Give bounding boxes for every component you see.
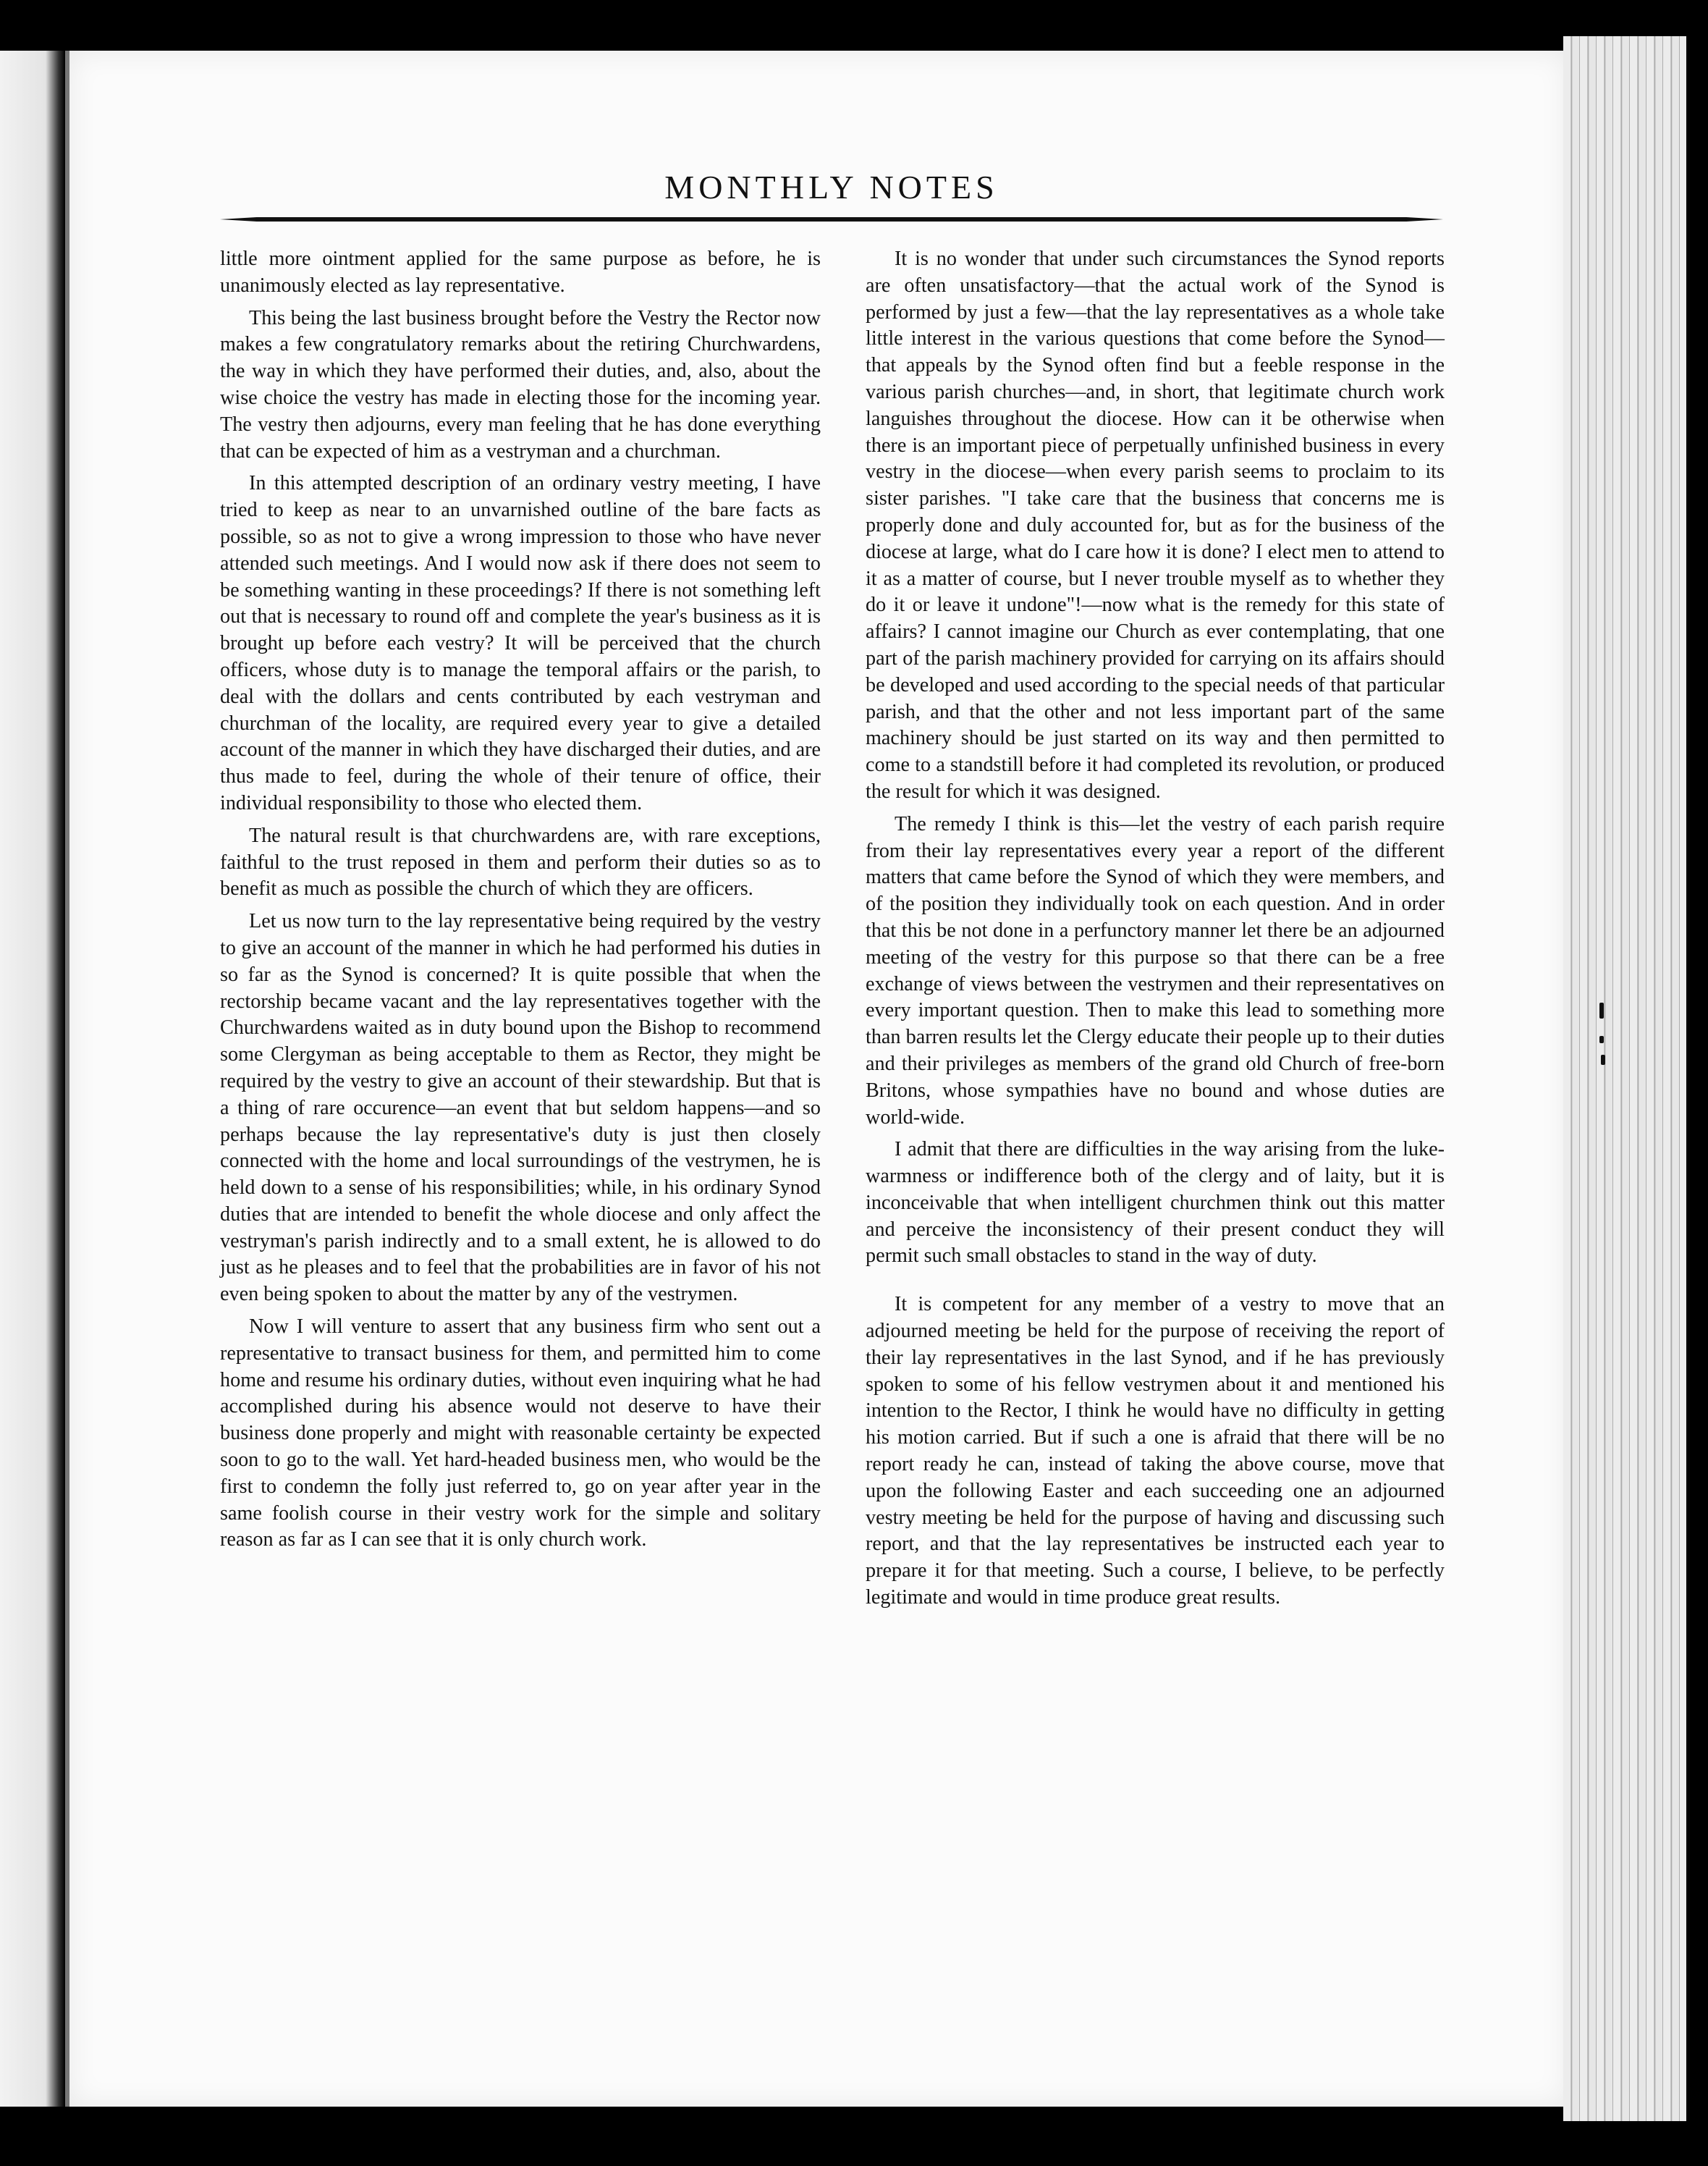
paragraph: This being the last business brought before the Vestry the Rector now makes a few congratulatory remarks about the retiring Churchwardens, the way in which they have performed their duties, and, also, about the wise choice the vestry has made in electing those for the incoming year. The vestry then adjourns, every man feeling that he has done everything that can be expected of him as a vestryman and a churchman. [220, 306, 821, 463]
paragraph: The natural result is that churchwardens are, with rare exceptions, faithful to the trust reposed in them and perform their duties so as to benefit as much as possible the church of which they are officers. [220, 824, 821, 901]
running-header [220, 168, 1443, 206]
facing-page-edge [0, 51, 65, 2107]
margin-mark [1599, 1036, 1604, 1043]
paragraph: It is no wonder that under such circumstances the Synod reports are often unsatisfactory—that the actual work of the Synod is performed by just a few—that the lay representatives as a whole take little interest in the various questions that come before the Synod—that appeals by the Synod often find but a feeble response in the various parish churches—and, in short, that legitimate church work languishes throughout the diocese. How can it be otherwise when there is an important piece of perpetually unfinished business in every vestry in the diocese—when every parish seems to proclaim to its sister parishes. "I take care that the business that concerns me is properly done and duly accounted for, but as for the business of the diocese at large, what do I care how it is done? I elect men to attend to it as a matter of course, but I never trouble myself as to whether they do it or leave it undone"!—now what is the remedy for this state of affairs? I cannot imagine our Church as ever contemplating, that one part of the parish machinery provided for carrying on its affairs should be developed and used according to the special needs of that particular parish, and that the other and not less important part of the same machinery should be just started on its way and then permitted to come to a standstill before it had completed its revolution, or produced the result for which it was designed. [866, 248, 1445, 803]
paragraph: Now I will venture to assert that any business firm who sent out a representative to transact business for them, and permitted him to come home and resume his ordinary duties, without even inquiring what he had accomplished during his absence would not deserve to have their business done properly and might with reasonable certainty be expected soon to go to the wall. Yet hard-headed business men, who would be the first to condemn the folly just referred to, go on year after year in the same foolish course in their vestry work for the simple and solitary reason as far as I can see that it is only church work. [220, 1315, 821, 1551]
paragraph: It is competent for any member of a vestry to move that an adjourned meeting be held for the purpose of receiving the report of their lay representatives in the last Synod, and if he has previously spoken to some of his fellow vestrymen about it and mentioned his intention to the Rector, I think he would have no difficulty in getting his motion carried. But if such a one is afraid that there will be no report ready he can, instead of taking the above course, move that upon the following Easter and each succeeding one an adjourned vestry meeting be held for the purpose of having and discussing such report, and that the lay representatives be instructed each year to prepare it for that meeting. Such a course, I believe, to be perfectly legitimate and would in time produce great results. [866, 1293, 1445, 1609]
page-title: MONTHLY NOTES [664, 169, 999, 206]
paragraph: I admit that there are difficulties in the way arising from the luke-warmness or indifference both of the clergy and of laity, but it is inconceivable that when intelligent churchmen think out this matter and perceive the inconsistency of their present conduct they will permit such small obstacles to stand in the way of duty. [866, 1138, 1445, 1268]
paragraph: little more ointment applied for the same purpose as before, he is unanimously elected as lay representative. [220, 248, 821, 297]
paragraph: Let us now turn to the lay representative being required by the vestry to give an account of the manner in which he had performed his duties in so far as the Synod is concerned? It is quite possible that when the rectorship became vacant and the lay representatives together with the Churchwardens waited as in duty bound upon the Bishop to recommend some Clergyman as being acceptable to them as Rector, they might be required by the vestry to give an account of their stewardship. But that is a thing of rare occurence—an event that but seldom happens—and so perhaps because the lay representative's duty is just then closely connected with the home and local surroundings of the vestrymen, he is held down to a sense of his responsibilities; while, in his ordinary Synod duties that are intended to benefit the whole diocese and only affect the vestryman's parish indirectly and to a small extent, he is allowed to do just as he pleases and to feel that the probabilities are in favor of his not even being spoken to about the matter by any of the vestrymen. [220, 910, 821, 1306]
left-column [220, 246, 821, 1559]
margin-mark [1599, 1003, 1604, 1019]
paragraph: In this attempted description of an ordinary vestry meeting, I have tried to keep as near to an unvarnished outline of the bare facts as possible, so as not to give a wrong impression to those who have never attended such meetings. And I would now ask if there does not seem to be something wanting in these proceedings? If there is not something left out that is necessary to round off and complete the year's business as it is brought up before each vestry? It will be perceived that the church officers, whose duty is to manage the temporal affairs or the parish, to deal with the dollars and cents contributed by each vestryman and churchman of the locality, are required every year to give a detailed account of the manner in which they have discharged their duties, and are thus made to feel, during the whole of their tenure of office, their individual responsibility to those who elected them. [220, 472, 821, 814]
margin-mark [1601, 1055, 1605, 1065]
paragraph: The remedy I think is this—let the vestry of each parish require from their lay representatives every year a report of the different matters that came before the Synod of which they were members, and of the position they individually took on each question. And in order that this be not done in a perfunctory manner let there be an adjourned meeting of the vestry for this purpose so that there can be a free exchange of views between the vestrymen and their representatives on every important question. Then to make this lead to something more than barren results let the Clergy educate their people up to their duties and their privileges as members of the grand old Church of free-born Britons, whose sympathies have no bound and whose duties are world-wide. [866, 812, 1445, 1129]
right-column [866, 246, 1445, 1617]
header-rule [220, 217, 1443, 222]
book-page-edges [1563, 36, 1686, 2121]
